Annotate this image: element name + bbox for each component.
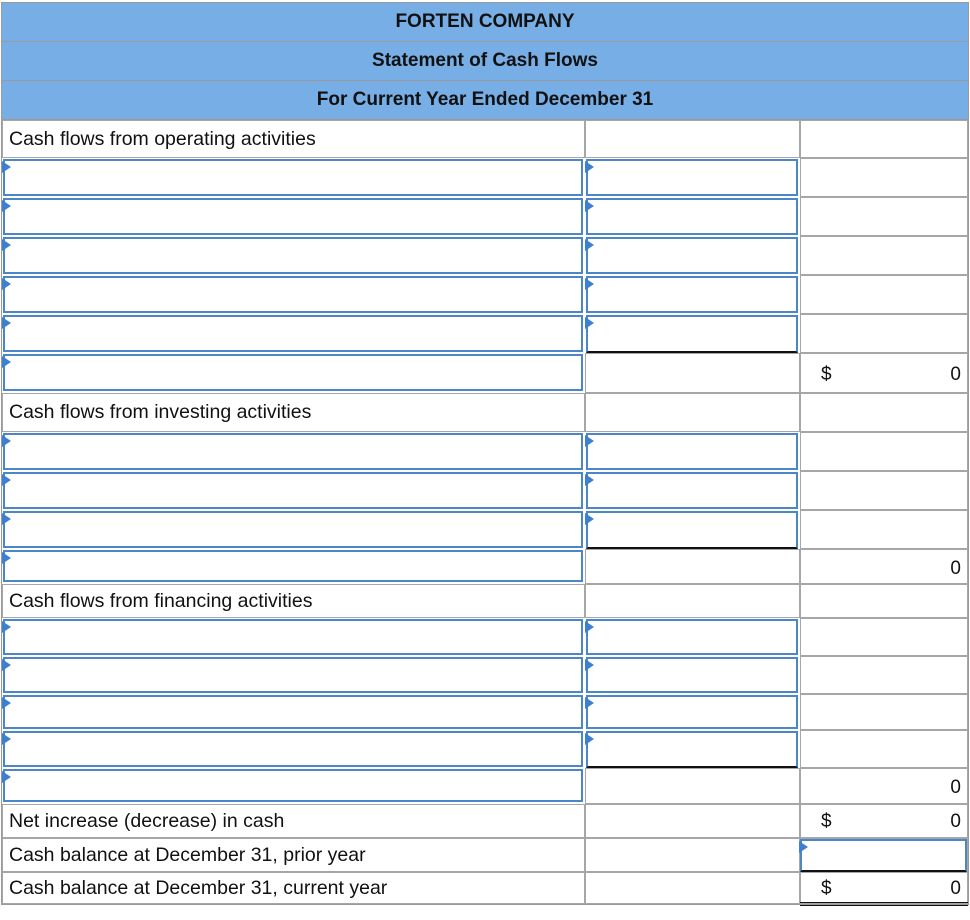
financing-item-2-label-input[interactable] (3, 657, 583, 693)
blank-cell (800, 618, 968, 656)
current-year-balance-cell (800, 872, 968, 904)
dollar-sign: $ (821, 811, 832, 832)
blank-cell (585, 768, 800, 804)
dropdown-marker-icon (2, 356, 11, 368)
net-change-cell (800, 804, 968, 838)
investing-total-value: 0 (950, 558, 961, 579)
financing-item-3-amount-input[interactable] (586, 695, 798, 729)
prior-year-balance-label: Cash balance at December 31, prior year (2, 838, 585, 872)
blank-cell (585, 353, 800, 393)
operating-item-5-amount-input[interactable] (586, 315, 798, 353)
dropdown-marker-icon (2, 771, 11, 783)
dropdown-marker-icon (585, 474, 594, 486)
prior-year-balance-input[interactable] (800, 839, 967, 872)
investing-total-cell (800, 549, 968, 584)
operating-total-label-input[interactable] (3, 354, 583, 391)
dollar-sign: $ (821, 364, 832, 385)
financing-item-2-amount-input[interactable] (586, 657, 798, 693)
dropdown-marker-icon (2, 621, 11, 633)
dropdown-marker-icon (585, 161, 594, 173)
double-underline (800, 902, 968, 906)
blank-cell (585, 393, 800, 432)
operating-item-1-amount-input[interactable] (586, 159, 798, 196)
dropdown-marker-icon (585, 317, 594, 329)
dropdown-marker-icon (585, 697, 594, 709)
blank-cell (800, 656, 968, 694)
financing-heading: Cash flows from financing activities (2, 584, 585, 618)
dollar-sign: $ (821, 878, 832, 899)
current-year-balance-value: 0 (950, 878, 961, 899)
company-name: FORTEN COMPANY (2, 3, 968, 42)
operating-item-3-amount-input[interactable] (586, 237, 798, 274)
financing-item-4-amount-input[interactable] (586, 731, 798, 768)
operating-heading: Cash flows from operating activities (2, 120, 585, 158)
investing-item-2-label-input[interactable] (3, 472, 583, 509)
blank-cell (800, 584, 968, 618)
investing-item-1-amount-input[interactable] (586, 433, 798, 470)
financing-item-4-label-input[interactable] (3, 731, 583, 767)
blank-cell (800, 314, 968, 353)
blank-cell (800, 197, 968, 236)
dropdown-marker-icon (585, 659, 594, 671)
blank-cell (585, 549, 800, 584)
blank-cell (800, 393, 968, 432)
dropdown-marker-icon (585, 200, 594, 212)
financing-total-value: 0 (950, 777, 961, 798)
investing-total-label-input[interactable] (3, 550, 583, 582)
dropdown-marker-icon (2, 474, 11, 486)
blank-cell (800, 236, 968, 275)
net-change-label: Net increase (decrease) in cash (2, 804, 585, 838)
dropdown-marker-icon (2, 200, 11, 212)
blank-cell (800, 432, 968, 471)
dropdown-marker-icon (2, 697, 11, 709)
investing-heading: Cash flows from investing activities (2, 393, 585, 432)
blank-cell (800, 730, 968, 768)
blank-cell (800, 120, 968, 158)
operating-total-value: 0 (950, 364, 961, 385)
statement-title: Statement of Cash Flows (2, 42, 968, 81)
dropdown-marker-icon (2, 659, 11, 671)
blank-cell (585, 872, 800, 904)
financing-item-1-label-input[interactable] (3, 619, 583, 655)
blank-cell (800, 694, 968, 730)
dropdown-marker-icon (2, 733, 11, 745)
operating-total-cell (800, 353, 968, 393)
financing-item-1-amount-input[interactable] (586, 619, 798, 655)
operating-item-4-amount-input[interactable] (586, 276, 798, 313)
blank-cell (800, 158, 968, 197)
blank-cell (800, 510, 968, 549)
statement-period: For Current Year Ended December 31 (2, 81, 968, 120)
dropdown-marker-icon (585, 239, 594, 251)
investing-item-1-label-input[interactable] (3, 433, 583, 470)
blank-cell (585, 838, 800, 872)
blank-cell (800, 471, 968, 510)
operating-item-2-amount-input[interactable] (586, 198, 798, 235)
financing-total-label-input[interactable] (3, 769, 583, 802)
dropdown-marker-icon (585, 435, 594, 447)
operating-item-1-label-input[interactable] (3, 159, 583, 196)
dropdown-marker-icon (2, 239, 11, 251)
dropdown-marker-icon (2, 278, 11, 290)
dropdown-marker-icon (585, 733, 594, 745)
current-year-balance-label: Cash balance at December 31, current year (2, 872, 585, 904)
blank-cell (585, 584, 800, 618)
dropdown-marker-icon (799, 841, 808, 853)
dropdown-marker-icon (2, 317, 11, 329)
financing-item-3-label-input[interactable] (3, 695, 583, 729)
dropdown-marker-icon (2, 435, 11, 447)
financing-total-cell (800, 768, 968, 804)
operating-item-4-label-input[interactable] (3, 276, 583, 313)
operating-item-3-label-input[interactable] (3, 237, 583, 274)
dropdown-marker-icon (585, 278, 594, 290)
blank-cell (585, 804, 800, 838)
investing-item-3-label-input[interactable] (3, 511, 583, 548)
blank-cell (585, 120, 800, 158)
dropdown-marker-icon (585, 621, 594, 633)
operating-item-2-label-input[interactable] (3, 198, 583, 235)
operating-item-5-label-input[interactable] (3, 315, 583, 352)
dropdown-marker-icon (2, 513, 11, 525)
net-change-value: 0 (950, 811, 961, 832)
blank-cell (800, 275, 968, 314)
investing-item-2-amount-input[interactable] (586, 472, 798, 509)
investing-item-3-amount-input[interactable] (586, 511, 798, 549)
dropdown-marker-icon (585, 513, 594, 525)
dropdown-marker-icon (2, 552, 11, 564)
dropdown-marker-icon (2, 161, 11, 173)
